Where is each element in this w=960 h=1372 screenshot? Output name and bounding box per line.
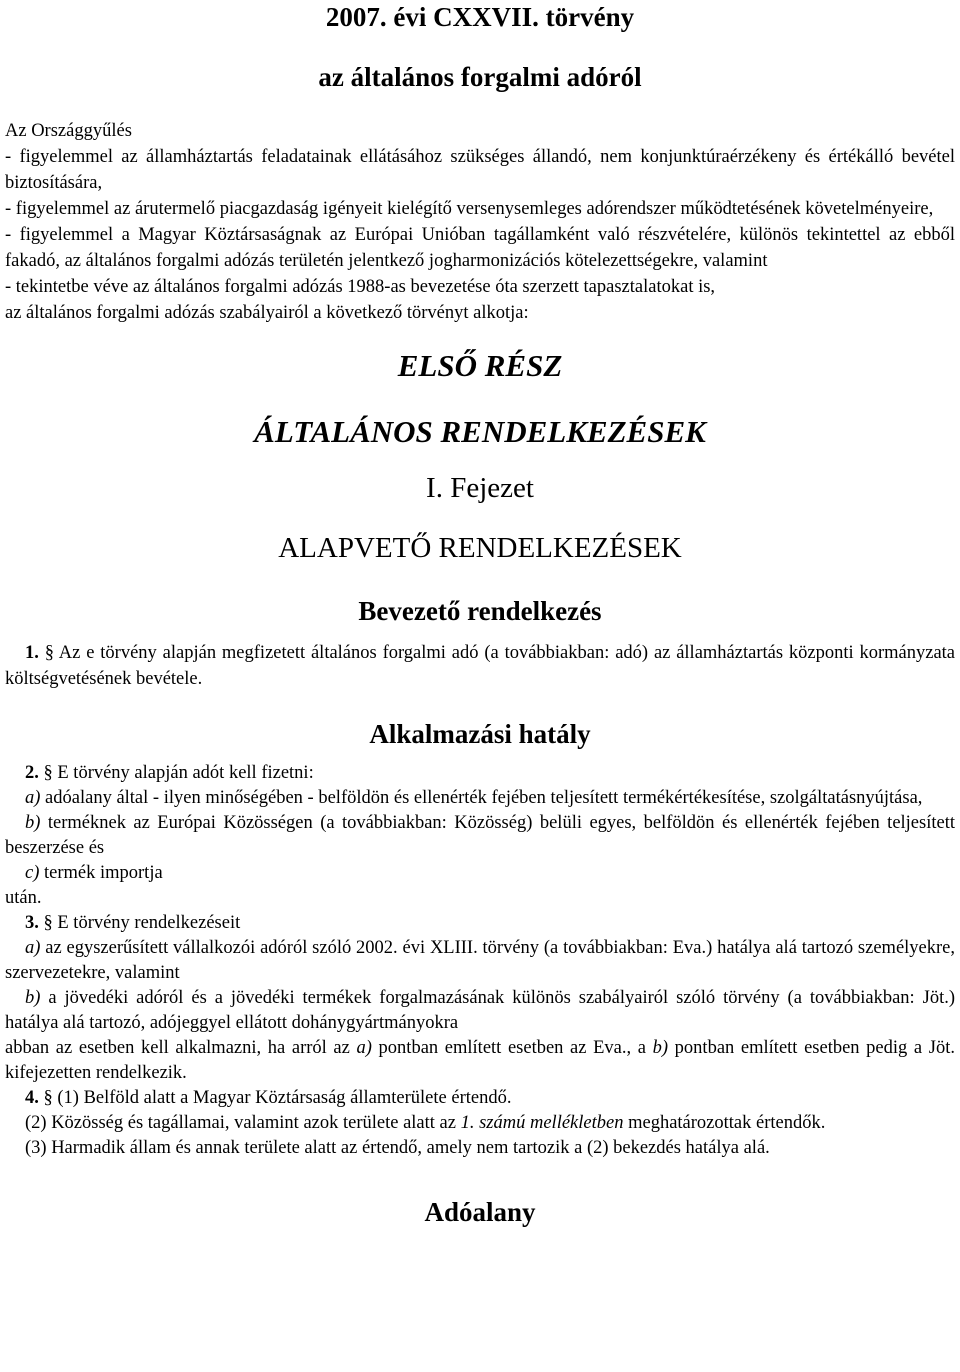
item-label: c) <box>25 863 40 883</box>
section-2 <box>5 761 955 911</box>
section-heading: Adóalany <box>424 1197 536 1227</box>
section-text: után. <box>5 888 42 908</box>
item-label: b) <box>25 988 41 1008</box>
paragraph: (3) Harmadik állam és annak területe alatt az értendő, amely nem tartozik a (2) bekezdés hatálya alá. <box>25 1138 770 1158</box>
preamble-line: - tekintetbe véve az általános forgalmi adózás 1988-as bevezetése óta szerzett tapasztalatokat is, <box>5 277 716 297</box>
paragraph-mark: § <box>44 643 54 663</box>
part-number: ELSŐ RÉSZ <box>397 348 563 383</box>
list-item <box>5 811 955 861</box>
list-item <box>5 986 955 1036</box>
item-label: b) <box>25 813 41 833</box>
list-item <box>5 786 955 811</box>
item-text: az egyszerűsített vállalkozói adóról szóló 2002. évi XLIII. törvény (a továbbiakban: Eva.) hatálya alá tartozó személyekre, szervezetekre, valamint <box>5 938 955 983</box>
chapter-title: ALAPVETŐ RENDELKEZÉSEK <box>278 532 682 564</box>
section-text: E törvény rendelkezéseit <box>52 913 241 933</box>
section-text: abban az esetben kell alkalmazni, ha arról az a) pontban említett esetben az Eva., a b) pontban említett esetben pedig a Jöt. kifejezetten rendelkezik. <box>5 1038 955 1083</box>
section-number: 4. <box>25 1088 39 1108</box>
section-number: 2. <box>25 763 39 783</box>
item-text: adóalany által - ilyen minőségében - belföldön és ellenérték fejében teljesített termékértékesítése, szolgáltatásnyújtása, <box>40 788 923 808</box>
section-number: 3. <box>25 913 39 933</box>
list-item <box>5 861 955 886</box>
section-4 <box>5 1086 955 1161</box>
list-item <box>5 936 955 986</box>
preamble-line: az általános forgalmi adózás szabályairól a következő törvényt alkotja: <box>5 303 529 323</box>
paragraph-mark: § <box>43 1088 53 1108</box>
law-title: 2007. évi CXXVII. törvény <box>325 2 635 32</box>
section-number: 1. <box>25 643 39 663</box>
section-heading: Alkalmazási hatály <box>369 719 591 749</box>
paragraph-mark: § <box>43 763 53 783</box>
preamble-line: Az Országgyűlés <box>5 121 132 141</box>
item-text: terméknek az Európai Közösségen (a továbbiakban: Közösség) belüli egyes, belföldön és ellenérték fejében teljesített beszerzése és <box>5 813 955 858</box>
law-subtitle: az általános forgalmi adóról <box>318 62 642 92</box>
item-text: termék importja <box>39 863 163 883</box>
section-text: Az e törvény alapján megfizetett általános forgalmi adó (a továbbiakban: adó) az államháztartás központi kormányzata költségvetésének bevétele. <box>5 643 956 689</box>
part-title: ÁLTALÁNOS RENDELKEZÉSEK <box>254 414 706 449</box>
preamble-line: - figyelemmel a Magyar Köztársaságnak az Európai Unióban tagállamként való részvételére, különös tekintettel az ebből fakadó, az általános forgalmi adózás területén jelentkező jogharmonizációs kötelezettségekre, valamint <box>5 225 955 271</box>
section-3 <box>5 911 955 1086</box>
section-heading: Bevezető rendelkezés <box>358 596 602 626</box>
item-text: a jövedéki adóról és a jövedéki termékek forgalmazásának különös szabályairól szóló törvény (a továbbiakban: Jöt.) hatálya alá tartozó, adójeggyel ellátott dohánygyártmányokra <box>5 988 955 1033</box>
chapter-number: I. Fejezet <box>426 472 534 504</box>
preamble <box>5 118 955 326</box>
section-text: (1) Belföld alatt a Magyar Köztársaság államterülete értendő. <box>52 1088 512 1108</box>
document-page <box>5 0 955 1229</box>
section-1 <box>5 640 955 692</box>
item-label: a) <box>25 938 41 958</box>
paragraph: (2) Közösség és tagállamai, valamint azok területe alatt az 1. számú mellékletben meghatározottak értendők. <box>25 1113 826 1133</box>
preamble-line: - figyelemmel az árutermelő piacgazdaság igényeit kielégítő versenysemleges adórendszer működtetésének követelményeire, <box>5 199 934 219</box>
preamble-line: - figyelemmel az államháztartás feladatainak ellátásához szükséges állandó, nem konjunktúraérzékeny és értékálló bevétel biztosítására, <box>5 147 955 193</box>
annex-reference: 1. számú mellékletben <box>460 1113 624 1133</box>
item-label: a) <box>25 788 41 808</box>
paragraph-mark: § <box>43 913 53 933</box>
section-text: E törvény alapján adót kell fizetni: <box>52 763 314 783</box>
